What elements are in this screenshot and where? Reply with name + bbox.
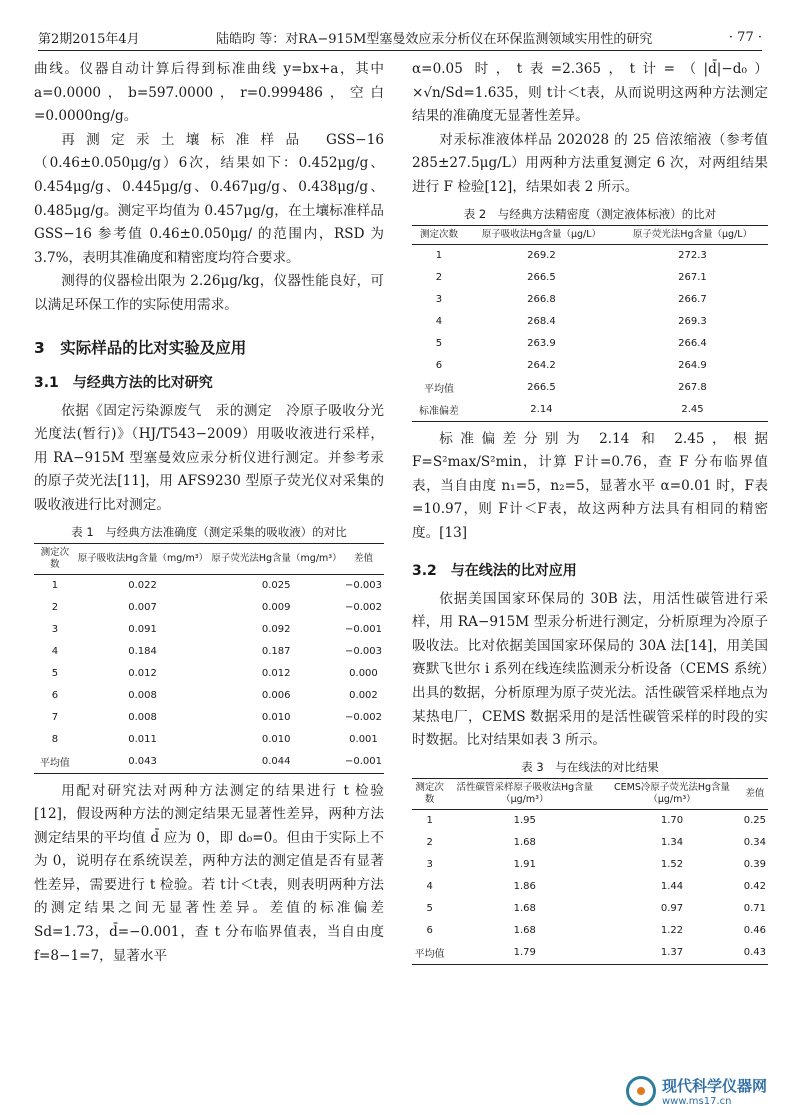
table-cell: 4 — [435, 316, 443, 328]
table-cell: 0.97 — [660, 903, 684, 915]
header-title: 陆皓昀 等：对RA−915M型塞曼效应汞分析仪在环保监测领域实用性的研究 — [216, 31, 653, 47]
table-cell: 1.79 — [447, 942, 602, 965]
table-row — [412, 854, 768, 876]
table-cell: 0.091 — [128, 624, 157, 635]
table-row — [34, 707, 384, 729]
table-row — [412, 832, 768, 854]
table-cell: 3 — [51, 624, 59, 635]
table-caption: 表 2 与经典方法精密度（测定液体标液）的比对 — [463, 206, 717, 221]
table-cell: 1.70 — [660, 815, 684, 827]
table-cell: 2.45 — [617, 399, 768, 422]
table-cell: 0.001 — [349, 734, 378, 745]
table-row — [412, 920, 768, 942]
paragraph: 用配对研究法对两种方法测定的结果进行 t 检验[12]，假设两种方法的测定结果无显著性差异，两种方法测定结果的平均值 d̄ 应为 0，即 d₀=0。但由于实际上不为 0，说明存在系统误差，两种方法的测定值是否有显著性差异，需要进行 t 检验。若 t计＜t表，则表明两种方法的测定结果之间无显著性差异。差值的标准偏差 Sd=1.73，d̄=−0.001，查 t 分布临界值表，当自由度 f=8−1=7，显著水平 — [34, 782, 384, 964]
table-row — [412, 377, 768, 399]
table-cell: 0.34 — [743, 837, 766, 849]
table-row — [412, 942, 768, 965]
table-cell: 266.7 — [678, 294, 707, 306]
data-table-3 — [412, 778, 768, 965]
table-cell: 1.95 — [513, 815, 536, 827]
table-body — [34, 574, 384, 773]
paragraph: 依据美国国家环保局的 30B 法，用活性碳管进行采样，用 RA−915M 型汞分析进行测定，分析原理为冷原子吸收法。比对依据美国国家环保局的 30A 法[14]，用美国赛默飞世尔 i 系列在线连续监测汞分析设备（CEMS 系统）出具的数据，分析原理为原子荧光法。活性碳管采样地点为某热电厂，CEMS 数据采用的是活性碳管采样的时段的实时数据。比对结果如表 3 所示。 — [412, 590, 768, 749]
table-cell: 0.009 — [261, 602, 291, 613]
table-row — [34, 685, 384, 707]
table-cell: 0.187 — [261, 646, 291, 657]
table-row — [412, 876, 768, 898]
header-issue: 第2期2015年4月 — [38, 31, 140, 47]
table-header: 活性碳管采样原子吸收法Hg含量（μg/m³） — [447, 778, 602, 809]
table-cell: 0.011 — [128, 734, 157, 745]
table-cell: 264.2 — [527, 360, 556, 372]
table-cell: 1.44 — [660, 881, 684, 893]
table-cell: −0.002 — [344, 712, 382, 723]
table-cell: 263.9 — [527, 338, 556, 350]
subsection-heading: 3.1 与经典方法的比对研究 — [34, 374, 213, 391]
table-cell: 5 — [435, 338, 443, 350]
table-cell: 0.43 — [742, 942, 768, 965]
table-cell: 266.4 — [678, 338, 707, 350]
table-row — [412, 898, 768, 920]
table-header: 测定次数 — [34, 543, 76, 574]
table-cell: 2.14 — [466, 399, 617, 422]
table-cell: 平均值 — [34, 751, 76, 774]
table-row — [412, 311, 768, 333]
table-cell: 1 — [51, 580, 59, 591]
table-header: 原子吸收法Hg含量（μg/L） — [466, 225, 617, 244]
table-cell: 3 — [435, 294, 443, 306]
table-caption: 表 3 与在线法的对比结果 — [521, 759, 659, 774]
table-cell: 1.68 — [513, 837, 536, 849]
table-cell: 0.092 — [261, 624, 291, 635]
table-cell: 0.022 — [128, 580, 157, 591]
table-header: 原子吸收法Hg含量（mg/m³） — [76, 543, 210, 574]
table-row — [412, 333, 768, 355]
table-header: 测定次数 — [412, 225, 466, 244]
table-cell: 1.68 — [513, 903, 536, 915]
table-cell: 2 — [426, 837, 433, 849]
table-header: 原子荧光法Hg含量（mg/m³） — [209, 543, 343, 574]
table-cell: 0.012 — [261, 668, 291, 679]
table-body — [412, 244, 768, 421]
table-cell: 5 — [51, 668, 59, 679]
table-row — [34, 619, 384, 641]
table-cell: 0.025 — [261, 580, 291, 591]
paragraph: 再测定汞土壤标准样品 GSS−16（0.46±0.050μg/g）6次，结果如下：0.452μg/g、0.454μg/g、0.445μg/g、0.467μg/g、0.438μg/g、0.485μg/g。测定平均值为 0.457μg/g，在土壤标准样品 GSS−16 参考值 0.46±0.050μg/ 的范围内，RSD 为 3.7%，表明其准确度和精密度均符合要求。 — [34, 131, 384, 266]
table-cell: 0.010 — [261, 734, 291, 745]
table-cell: 0.25 — [743, 815, 766, 827]
table-cell: 0.012 — [128, 668, 157, 679]
header-page-number: · 77 · — [728, 29, 762, 45]
table-cell: 6 — [426, 925, 433, 937]
table-cell: 0.000 — [349, 668, 378, 679]
table-cell: 1.34 — [660, 837, 684, 849]
table-cell: 0.043 — [76, 751, 210, 774]
table-cell: 0.46 — [743, 925, 766, 937]
table-cell: 0.008 — [128, 712, 157, 723]
table-row — [34, 729, 384, 751]
table-cell: 6 — [51, 690, 59, 701]
table-row — [412, 267, 768, 289]
paragraph: 标准偏差分别为 2.14 和 2.45，根据 F=S²max/S²min，计算 F计=0.76，查 F 分布临界值表，当自由度 n₁=5，n₂=5，显著水平 α=0.01 时，F表=10.97，则 F计＜F表，故这两种方法具有相同的精密度。[13] — [412, 430, 768, 541]
table-cell: 0.184 — [128, 646, 157, 657]
table-cell: 267.1 — [678, 272, 707, 284]
left-column — [34, 58, 384, 968]
paragraph: 曲线。仪器自动计算后得到标准曲线 y=bx+a，其中 a=0.0000，b=597.0000，r=0.999486，空白=0.0000ng/g。 — [34, 61, 384, 125]
table-cell: 1.37 — [602, 942, 741, 965]
section-heading: 3 实际样品的比对实验及应用 — [34, 338, 247, 357]
table-cell: 0.39 — [743, 859, 766, 871]
table-cell: 平均值 — [423, 384, 454, 396]
table-cell: −0.002 — [344, 602, 382, 613]
table-row — [34, 597, 384, 619]
data-table-2 — [412, 225, 768, 422]
header-rule — [38, 50, 762, 51]
table-row — [34, 574, 384, 597]
table-cell: 0.42 — [743, 881, 766, 893]
right-column — [412, 58, 768, 965]
table-cell: 268.4 — [527, 316, 556, 328]
table-cell: 272.3 — [678, 250, 707, 262]
table-cell: 3 — [426, 859, 433, 871]
watermark-url: www.ms17.cn — [662, 1096, 732, 1107]
table-cell: 1 — [426, 815, 433, 827]
table-row — [412, 809, 768, 832]
table-header: 差值 — [343, 543, 384, 574]
table-cell: 4 — [426, 881, 433, 893]
table-cell: 269.3 — [678, 316, 707, 328]
table-cell: 0.044 — [209, 751, 343, 774]
table-cell: 1.22 — [660, 925, 684, 937]
table-cell: 266.5 — [527, 272, 556, 284]
table-cell: 264.9 — [678, 360, 707, 372]
watermark-name: 现代科学仪器网 — [662, 1077, 768, 1095]
subsection-heading: 3.2 与在线法的比对应用 — [412, 562, 577, 579]
table-cell: 1.52 — [660, 859, 684, 871]
table-cell: 1.86 — [513, 881, 536, 893]
table-cell: 7 — [51, 712, 59, 723]
table-row — [412, 289, 768, 311]
table-cell: 平均值 — [412, 942, 447, 965]
table-header: 差值 — [742, 778, 768, 809]
table-cell: 1.91 — [513, 859, 536, 871]
table-cell: 5 — [426, 903, 433, 915]
table-row — [34, 641, 384, 663]
table-cell: 8 — [51, 734, 59, 745]
table-cell: 267.8 — [678, 382, 707, 394]
table-cell: 269.2 — [527, 250, 556, 262]
table-cell: 6 — [435, 360, 443, 372]
paragraph: 对汞标准液体样品 202028 的 25 倍浓缩液（参考值 285±27.5μg/L）用两种方法重复测定 6 次，对两组结果进行 F 检验[12]，结果如表 2 所示。 — [412, 131, 768, 195]
table-cell: 0.71 — [743, 903, 766, 915]
table-row — [412, 244, 768, 267]
data-table-1 — [34, 543, 384, 774]
table-body — [412, 809, 768, 964]
table-cell: −0.003 — [344, 646, 382, 657]
site-watermark — [626, 1071, 794, 1111]
table-cell: 0.008 — [128, 690, 157, 701]
table-cell: 1 — [435, 250, 443, 262]
table-cell: 标准偏差 — [412, 399, 466, 422]
table-cell: 266.5 — [527, 382, 556, 394]
paragraph: α=0.05 时，t表=2.365，t计=（|d̄|−d₀）×√n/Sd=1.635，则 t计＜t表，从而说明这两种方法测定结果的准确度无显著性差异。 — [412, 61, 768, 125]
table-cell: 0.002 — [349, 690, 378, 701]
table-cell: 0.010 — [261, 712, 291, 723]
table-row — [412, 399, 768, 422]
table-cell: −0.003 — [344, 580, 382, 591]
table-row — [34, 751, 384, 774]
table-row — [412, 355, 768, 377]
table-cell: 2 — [51, 602, 59, 613]
table-cell: −0.001 — [343, 751, 384, 774]
table-caption: 表 1 与经典方法准确度（测定采集的吸收液）的对比 — [71, 524, 347, 539]
table-cell: 1.68 — [513, 925, 536, 937]
table-row — [34, 663, 384, 685]
table-cell: 0.006 — [261, 690, 291, 701]
running-header — [38, 26, 762, 48]
table-header: 测定次数 — [412, 778, 447, 809]
paragraph: 依据《固定污染源废气 汞的测定 冷原子吸收分光光度法(暂行)》（HJ/T543−2009）用吸收液进行采样，用 RA−915M 型塞曼效应汞分析仪进行测定。并参考汞的原子荧光法[11]，用 AFS9230 型原子荧光仪对采集的吸收液进行比对测定。 — [34, 402, 384, 513]
table-cell: 0.007 — [128, 602, 157, 613]
table-cell: 266.8 — [527, 294, 556, 306]
table-header: CEMS冷原子荧光法Hg含量（μg/m³） — [602, 778, 741, 809]
table-cell: 4 — [51, 646, 59, 657]
logo-icon — [626, 1076, 656, 1106]
table-cell: 2 — [435, 272, 443, 284]
table-cell: −0.001 — [344, 624, 382, 635]
paragraph: 测得的仪器检出限为 2.26μg/kg，仪器性能良好，可以满足环保工作的实际使用需求。 — [34, 273, 384, 313]
table-header: 原子荧光法Hg含量（μg/L） — [617, 225, 768, 244]
